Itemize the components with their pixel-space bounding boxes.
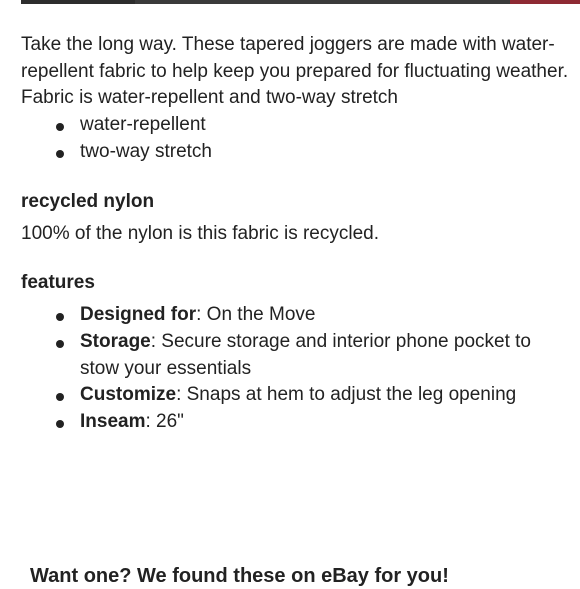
feature-value: : Secure storage and interior phone pocket to stow your essentials [80, 330, 531, 379]
feature-label: Customize [80, 384, 177, 406]
product-description [21, 32, 573, 436]
top-tab-bar [21, 0, 580, 4]
list-item [80, 382, 573, 409]
list-item [80, 329, 573, 382]
tab-segment [135, 0, 511, 4]
fabric-line: Fabric is water-repellent and two-way stretch [21, 87, 398, 109]
feature-value: : On the Move [196, 304, 316, 326]
list-item: two-way stretch [80, 139, 573, 166]
feature-value: : Snaps at hem to adjust the leg opening [176, 384, 517, 406]
recycled-text: 100% of the nylon is this fabric is recycled. [21, 222, 380, 244]
fabric-bullets [21, 112, 573, 165]
feature-value: : 26" [145, 411, 184, 433]
features-heading: features [21, 272, 95, 294]
list-item [80, 409, 573, 436]
list-item [80, 302, 573, 329]
recycled-heading: recycled nylon [21, 190, 155, 212]
feature-label: Inseam [80, 411, 146, 433]
features-list [21, 302, 573, 436]
feature-label: Storage [80, 330, 151, 352]
feature-label: Designed for [80, 304, 197, 326]
accent-tab-segment [510, 0, 580, 4]
ebay-section-heading: Want one? We found these on eBay for you! [30, 565, 449, 587]
intro-text: Take the long way. These tapered joggers are made with water-repellent fabric to help keep you prepared for fluctuating weather. [21, 34, 569, 82]
list-item: water-repellent [80, 112, 573, 139]
